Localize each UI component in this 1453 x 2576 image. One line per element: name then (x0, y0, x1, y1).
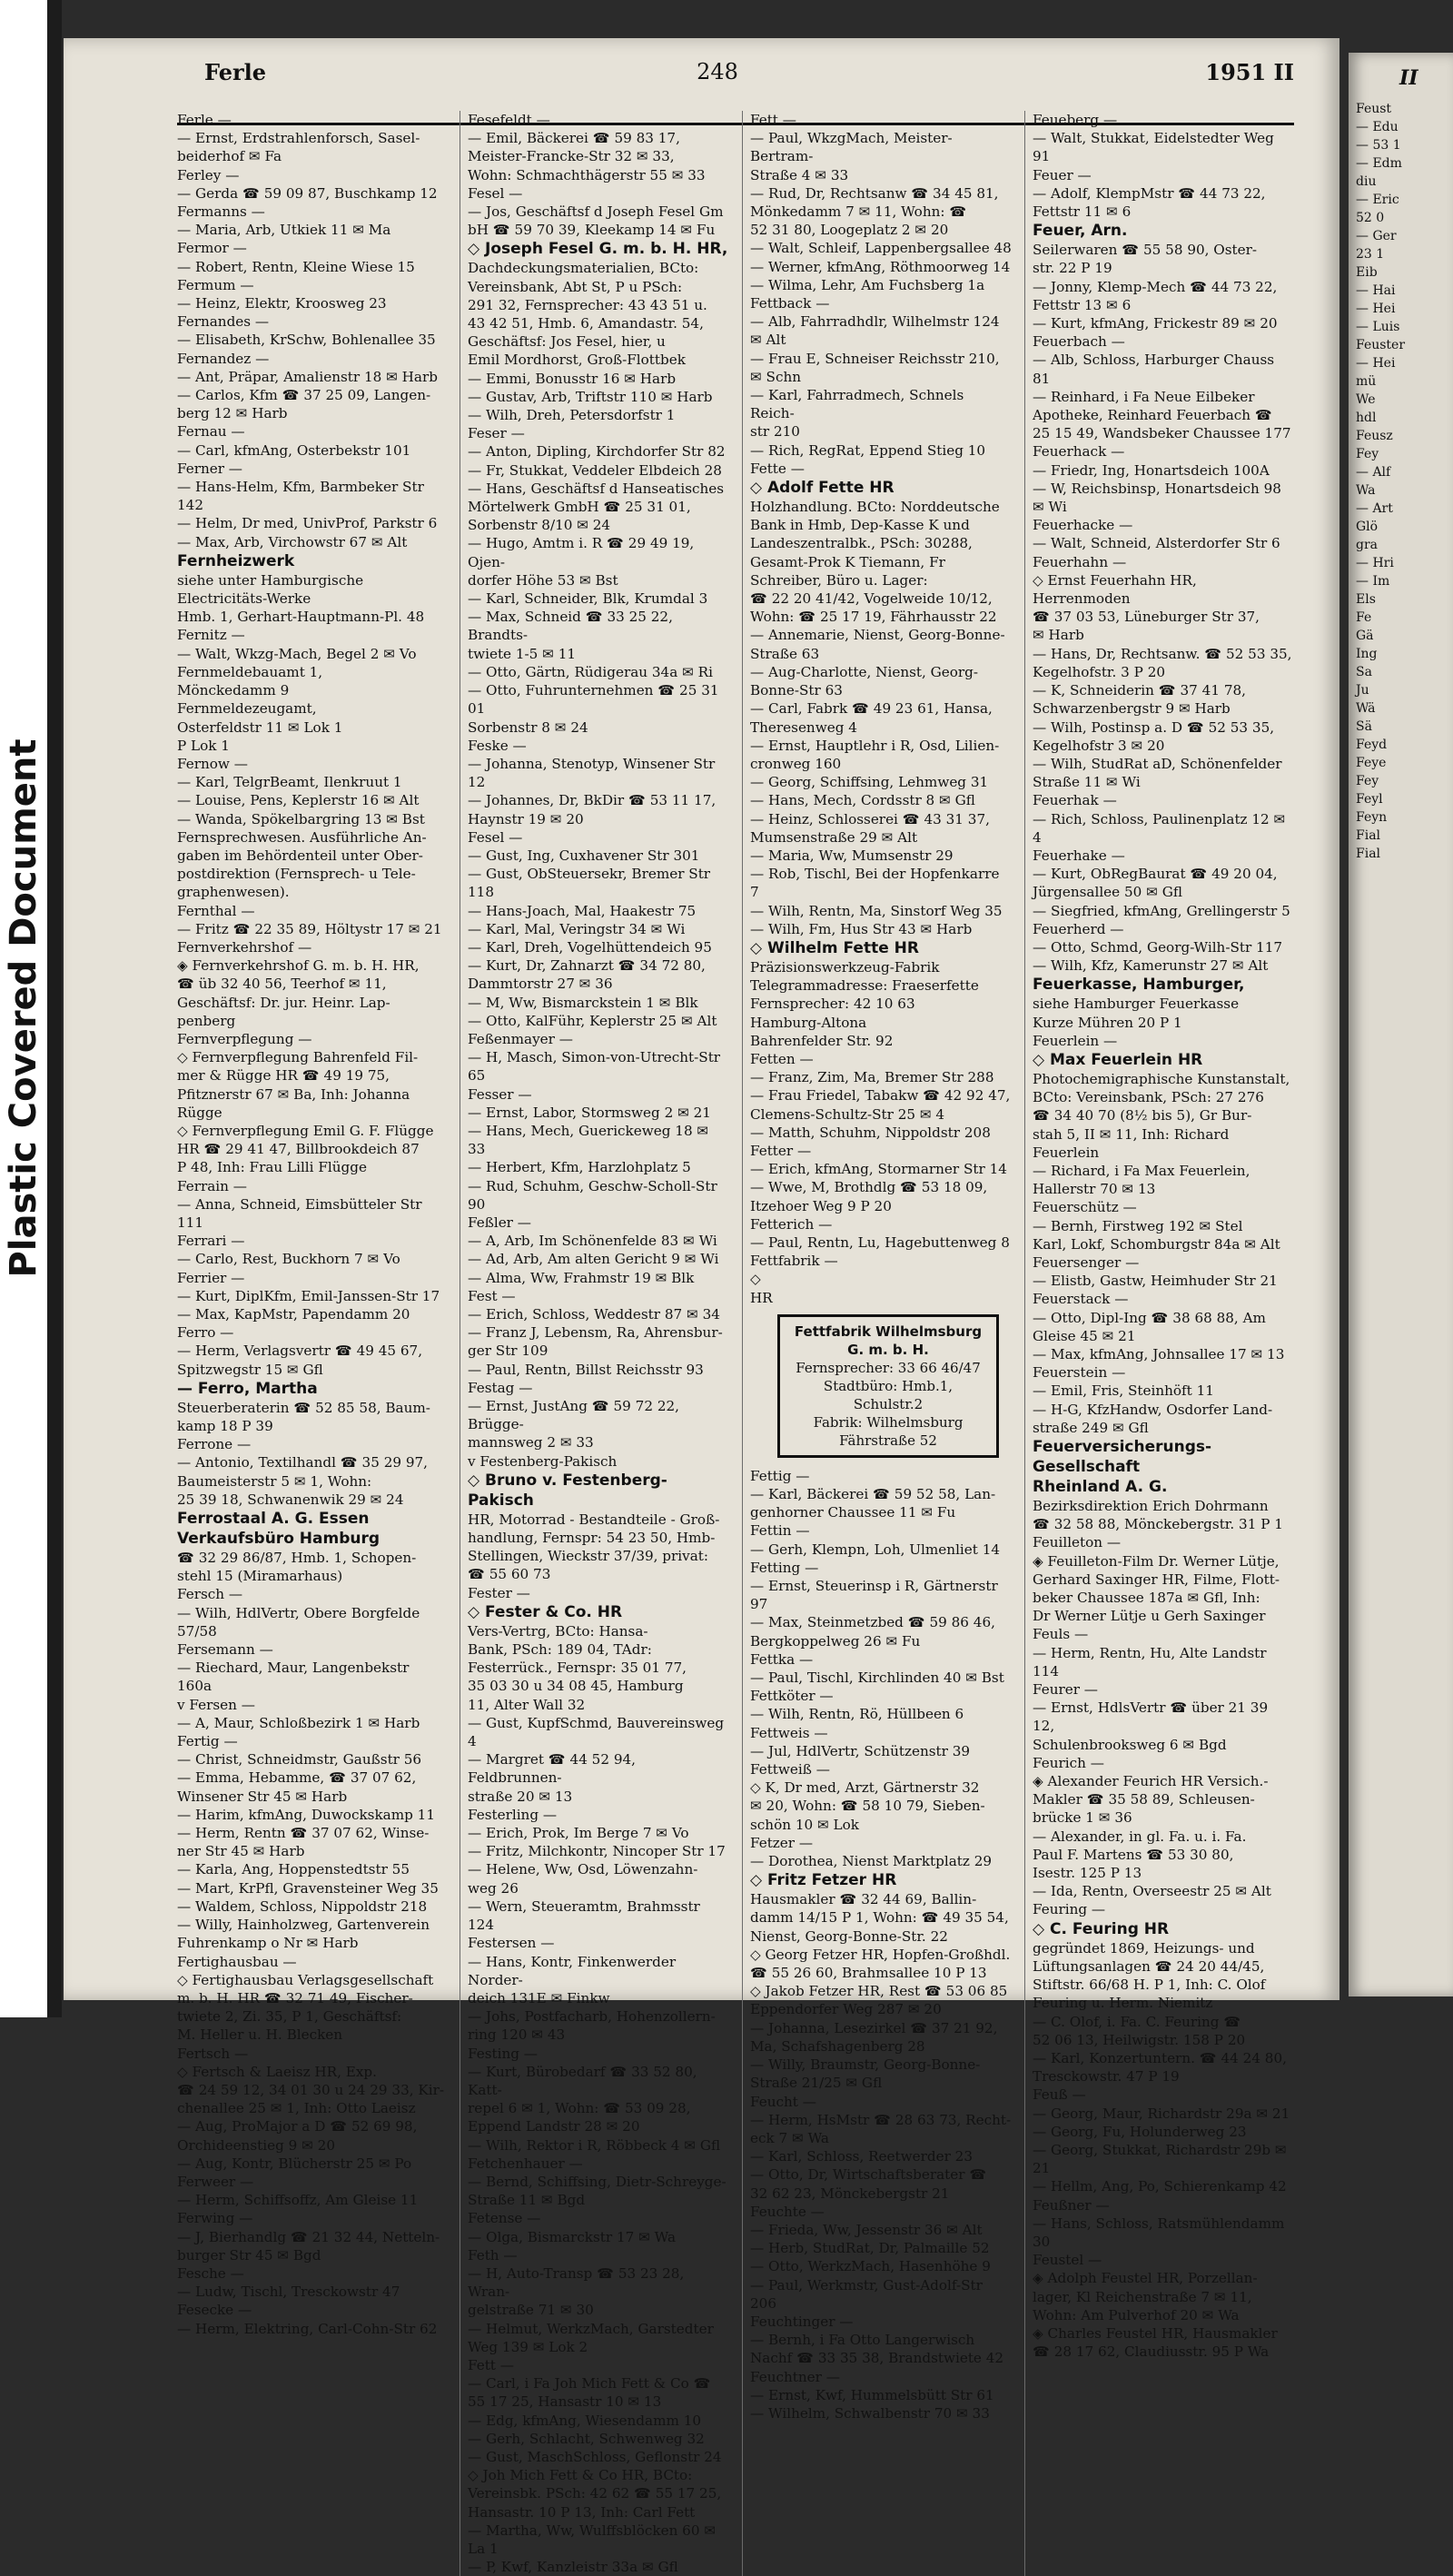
next-page-line: Sa (1356, 665, 1372, 679)
directory-entry: Fettköter — — Wilh, Rentn, Rö, Hüllbeen 6 (750, 1688, 964, 1723)
directory-entry: Fernthal — — Fritz ☎ 22 35 89, Höltystr 17 ✉ 21 (177, 902, 442, 937)
directory-entry: Ferner — — Hans-Helm, Kfm, Barmbeker Str 142 — Helm, Dr med, UnivProf, Parkstr 6 — Max, Arb, Virchowstr 67 ✉ Alt (177, 460, 438, 550)
next-page-line: Feyd (1356, 738, 1388, 752)
next-page-line: diu (1356, 174, 1377, 189)
directory-entry: Feuerhacke — — Walt, Schneid, Alsterdorfer Str 6 (1033, 517, 1280, 552)
next-page-line: — Eric (1356, 193, 1399, 207)
directory-entry: Fernsprechwesen. Ausführliche An- gaben im Behördenteil unter Ober- postdirektion (Fernsprech- u Tele- graphenwesen). (177, 828, 427, 901)
highlighted-listing: ◇ Adolf Fette HR (750, 479, 895, 498)
next-page-line: — Hei (1356, 302, 1396, 316)
directory-entry: Ferwing — — J, Bierhandlg ☎ 21 32 44, Netteln- burger Str 45 ✉ Bgd (177, 2210, 440, 2264)
directory-entry: Ferro — — Herm, Verlagsvertr ☎ 49 45 67, Spitzwegstr 15 ✉ Gfl (177, 1324, 423, 1378)
next-page-line: — Luis (1356, 320, 1400, 334)
next-page-line: — Edm (1356, 156, 1402, 171)
directory-entry: Dachdeckungsmaterialien, BCto: Vereinsbank, Abt St, P u PSch: 291 32, Fernsprecher: 43 43 51 u. 43 42 51, Hmb. 6, Amandastr. 54, Geschäftsf: Jos Fesel, hier, u Emil Mordhorst, Groß-Flottbek — Emmi, Bonusstr 16 ✉ Harb — Gustav, Arb, Triftstr 110 ✉ Harb — Wilh, Dreh, Petersdorfstr 1 (468, 260, 713, 424)
highlighted-listing: Fernheizwerk (177, 551, 295, 570)
next-page-line: Els (1356, 592, 1376, 607)
directory-entry: Feuerstack — — Otto, Dipl-Ing ☎ 38 68 88, Am Gleise 45 ✉ 21 — Max, kfmAng, Johnsallee 17 ✉ 13 (1033, 1291, 1285, 1362)
directory-entry: Festing — — Kurt, Bürobedarf ☎ 33 52 80, Katt- repel 6 ✉ 1, Wohn: ☎ 53 09 28, Eppend Landstr 28 ✉ 20 — Wilh, Rektor i R, Röbbeck 4 ✉ Gfl (468, 2045, 721, 2154)
directory-entry: Fettin — — Gerh, Klempn, Loh, Ulmenliet 14 (750, 1522, 1001, 1558)
next-page-line: Fey (1356, 447, 1379, 461)
directory-entry: Feuerhack — — Friedr, Ing, Honartsdeich 100A — W, Reichsbinsp, Honartsdeich 98 ✉ Wi (1033, 443, 1281, 516)
next-page-line: Feuster (1356, 338, 1406, 352)
next-page-line: Gä (1356, 629, 1374, 643)
directory-entry: Feuchtinger — — Bernh, i Fa Otto Langerwisch Nachf ☎ 33 35 38, Brandstwiete 42 (750, 2313, 1004, 2367)
directory-entry: Fetzer — — Dorothea, Nienst Marktplatz 29 (750, 1834, 993, 1870)
directory-entry: Fetter — — Erich, kfmAng, Stormarner Str 14 — Wwe, M, Brothdlg ☎ 53 18 09, Itzehoer Weg 9 P 20 (750, 1142, 1007, 1214)
sidebar-label-text: Plastic Covered Document (3, 738, 44, 1278)
directory-entry: Ferweer — — Herm, Schiffsoffz, Am Gleise 11 (177, 2173, 419, 2209)
highlighted-listing: ◇ Joseph Fesel G. m. b. H. HR, (468, 240, 728, 259)
directory-entry: Fetting — — Ernst, Steuerinsp i R, Gärtnerstr 97 — Max, Steinmetzbed ☎ 59 86 46, Bergkoppelweg 26 ✉ Fu (750, 1559, 998, 1650)
directory-entry: Fettfabrik — ◇ HR (750, 1253, 838, 1306)
directory-entry: Festersen — — Hans, Kontr, Finkenwerder Norder- deich 131E ✉ Finkw — Johs, Postfacharb, Hohenzollern- ring 120 ✉ 43 (468, 1935, 716, 2044)
directory-entry: Steuerberaterin ☎ 52 85 58, Baum- kamp 18 P 39 (177, 1399, 430, 1435)
directory-entry: Fernverpflegung — ◇ Fernverpflegung Bahrenfeld Fil- mer & Rügge HR ☎ 49 19 75, Pfitznerstr 67 ✉ Ba, Inh: Johanna Rügge ◇ Fernverpflegung Emil G. F. Flügge HR ☎ 29 41 47, Billbrookdeich 87 P 48, Inh: Frau Lilli Flügge (177, 1030, 434, 1176)
directory-entry: Feurer — — Ernst, HdlsVertr ☎ über 21 39 12, Schulenbrooksweg 6 ✉ Bgd (1033, 1681, 1269, 1753)
directory-entry: Feurich — ◈ Alexander Feurich HR Versich.- Makler ☎ 35 58 89, Schleusen- brücke 1 ✉ 36 — Alexander, in gl. Fa. u. i. Fa. Paul F. Martens ☎ 53 30 80, Isestr. 125 P 13 — Ida, Rentn, Overseestr 25 ✉ Alt (1033, 1754, 1271, 1900)
directory-entry: Ferrain — — Anna, Schneid, Eimsbütteler Str 111 (177, 1177, 422, 1231)
next-page-line: hdl (1356, 411, 1377, 425)
next-page-line: Feyn (1356, 810, 1388, 825)
directory-entry: Feueberg — — Walt, Stukkat, Eidelstedter Weg 91 (1033, 112, 1274, 165)
header-left-word: Ferle (204, 59, 267, 85)
directory-entry: Fernau — — Carl, kfmAng, Osterbekstr 101 (177, 423, 411, 459)
directory-entry: siehe Hamburger Feuerkasse Kurze Mühren 20 P 1 (1033, 996, 1240, 1031)
column-1 (177, 111, 447, 2576)
directory-entry: Fesel — — Jos, Geschäftsf d Joseph Fesel Gm bH ☎ 59 70 39, Kleekamp 14 ✉ Fu (468, 184, 724, 239)
highlighted-listing: Ferrostaal A. G. Essen Verkaufsbüro Hamburg (177, 1510, 381, 1549)
directory-entry: Fertighausbau — ◇ Fertighausbau Verlagsgesellschaft m. b. H. HR ☎ 32 71 49, Fischer- twiete 2, Zi. 35, P 1, Geschäftsf: M. Heller u. H. Blecken (177, 1953, 434, 2044)
directory-entry: Festag — — Ernst, JustAng ☎ 59 72 22, Brügge- mannsweg 2 ✉ 33 (468, 1379, 679, 1451)
directory-entry: Fesefeldt — — Emil, Bäckerei ☎ 59 83 17, Meister-Francke-Str 32 ✉ 33, Wohn: Schmachthägerstr 55 ✉ 33 (468, 112, 706, 183)
next-page-line: Glö (1356, 520, 1379, 534)
column-2 (460, 111, 729, 2576)
next-page-line: Wä (1356, 701, 1376, 716)
directory-entry: Feuchte — — Frieda, Ww, Jessenstr 36 ✉ Alt — Herb, StudRat, Dr, Palmaille 52 — Otto, WerkzMach, Hasenhöhe 9 — Paul, Werkmstr, Gust-Adolf-Str 206 (750, 2203, 991, 2312)
directory-entry: Fettka — — Paul, Tischl, Kirchlinden 40 ✉ Bst (750, 1650, 1004, 1687)
next-page-line: We (1356, 392, 1376, 407)
directory-entry: Feuerherd — — Otto, Schmd, Georg-Wilh-Str 117 — Wilh, Kfz, Kamerunstr 27 ✉ Alt (1033, 920, 1283, 975)
next-page-line: Fial (1356, 828, 1381, 843)
directory-entry: Ferrier — — Kurt, DiplKfm, Emil-Janssen-Str 17 — Max, KapMstr, Papendamm 20 (177, 1269, 440, 1323)
directory-entry: siehe unter Hamburgische Electricitäts-Werke Hmb. 1, Gerhart-Hauptmann-Pl. 48 (177, 571, 425, 626)
directory-entry: Feucht — — Herm, HsMstr ☎ 28 63 73, Recht- eck 7 ✉ Wa — Karl, Schloss, Reetwerder 23 — Otto, Dr, Wirtschaftsberater ☎ 32 62 23, Mönckebergstr 21 (750, 2093, 1012, 2202)
next-page-line: Ju (1356, 683, 1369, 698)
next-page-line: mü (1356, 374, 1377, 389)
next-page-line: — Hei (1356, 356, 1396, 371)
directory-entry: Fesecke — — Herm, Elektring, Carl-Cohn-Str 62 (177, 2302, 438, 2337)
next-page-edge (1349, 53, 1453, 1996)
directory-entry: Feske — — Johanna, Stenotyp, Winsener Str 12 — Johannes, Dr, BkDir ☎ 53 11 17, Haynstr 19 ✉ 20 (468, 737, 717, 827)
next-page-line: — Alf (1356, 465, 1391, 480)
highlighted-listing: Feuerkasse, Hamburger, (1033, 976, 1245, 995)
next-page-line: Fial (1356, 847, 1381, 861)
highlighted-listing: Feuerversicherungs- Gesellschaft Rheinland A. G. (1033, 1438, 1212, 1497)
directory-entry: Feuerlein — (1033, 1032, 1118, 1049)
highlighted-listing: ◇ Fritz Fetzer HR (750, 1871, 897, 1890)
directory-entry: Feuilleton — ◈ Feuilleton-Film Dr. Werner Lütje, Gerhard Saxinger HR, Filme, Flott- beker Chaussee 187a ✉ Gfl, Inh: Dr Werner Lütje u Gerh Saxinger (1033, 1534, 1280, 1625)
directory-entry: Feuerhake — — Kurt, ObRegBaurat ☎ 49 20 04, Jürgensallee 50 ✉ Gfl — Siegfried, kfmAng, Grellingerstr 5 (1033, 847, 1290, 919)
directory-entry: Fest — — Erich, Schloss, Weddestr 87 ✉ 34 — Franz J, Lebensm, Ra, Ahrensbur- ger Str 109 — Paul, Rentn, Billst Reichsstr 93 (468, 1287, 723, 1378)
next-page-line: Ing (1356, 647, 1378, 661)
directory-entry: Ferrari — — Carlo, Rest, Buckhorn 7 ✉ Vo (177, 1233, 400, 1268)
next-page-header: II (1399, 66, 1418, 90)
directory-entry: Bezirksdirektion Erich Dohrmann ☎ 32 58 88, Mönckebergstr. 31 P 1 (1033, 1498, 1283, 1533)
directory-entry: v Fersen — — A, Maur, Schloßbezirk 1 ✉ Harb (177, 1696, 420, 1731)
directory-entry: Fernverkehrshof — ◈ Fernverkehrshof G. m. b. H. HR, ☎ üb 32 40 56, Teerhof ✉ 11, Geschäftsf: Dr. jur. Heinr. Lap- penberg (177, 938, 420, 1029)
next-page-line: — Ger (1356, 229, 1397, 243)
highlighted-listing: ◇ Wilhelm Fette HR (750, 938, 919, 957)
sidebar-label (3, 738, 44, 1278)
directory-entry: Fesser — — Ernst, Labor, Stormsweg 2 ✉ 21 — Hans, Mech, Guerickeweg 18 ✉ 33 — Herbert, Kfm, Harzlohplatz 5 — Rud, Schuhm, Geschw-Scholl-Str 90 (468, 1085, 717, 1213)
directory-entry: Fettweiß — ◇ K, Dr med, Arzt, Gärtnerstr 32 ✉ 20, Wohn: ☎ 58 10 79, Sieben- schön 10 ✉ Lok (750, 1761, 985, 1833)
directory-entry: Fermum — — Heinz, Elektr, Kroosweg 23 (177, 276, 387, 312)
column-4 (1024, 111, 1294, 2576)
directory-entry: Feuß — — Georg, Maur, Richardstr 29a ✉ 21 — Georg, Fu, Holunderweg 23 — Georg, Stukkat, Richardstr 29b ✉ 21 — Hellm, Ang, Po, Schierenkamp 42 (1033, 2086, 1290, 2195)
directory-entry: Feser — — Anton, Dipling, Kirchdorfer Str 82 — Fr, Stukkat, Veddeler Elbdeich 28 — Hans, Geschäftsf d Hanseatisches Mörtelwerk GmbH ☎ 25 31 01, Sorbenstr 8/10 ✉ 24 — Hugo, Amtm i. R ☎ 29 49 19, Ojen- dorfer Höhe 53 ✉ Bst — Karl, Schneider, Blk, Krumdal 3 — Max, Schneid ☎ 33 25 22, Brandts- twiete 1-5 ✉ 11 — Otto, Gärtn, Rüdigerau 34a ✉ Ri — Otto, Fuhrunternehmen ☎ 25 31 01 Sorbenstr 8 ✉ 24 (468, 425, 726, 736)
directory-entry: Photochemigraphische Kunstanstalt, BCto: Vereinsbank, PSch: 27 276 ☎ 34 40 70 (8½ bis 5), Gr Bur- stah 5, II ✉ 11, Inh: Richard Feuerlein — Richard, i Fa Max Feuerlein, Hallerstr 70 ✉ 13 (1033, 1070, 1290, 1198)
advertisement-title: Fettfabrik Wilhelmsburg G. m. b. H. (794, 1323, 983, 1358)
next-page-line: Fe (1356, 610, 1372, 625)
highlighted-listing: ◇ Fester & Co. HR (468, 1602, 623, 1621)
next-page-line: — Hai (1356, 283, 1396, 298)
directory-entry: Fesel — — Gust, Ing, Cuxhavener Str 301 — Gust, ObSteuersekr, Bremer Str 118 — Hans-Joach, Mal, Haakestr 75 — Karl, Mal, Veringstr 34 ✉ Wi — Karl, Dreh, Vogelhüttendeich 95 — Kurt, Dr, Zahnarzt ☎ 34 72 80, Dammtorstr 27 ✉ 36 — M, Ww, Bismarckstein 1 ✉ Blk — Otto, KalFühr, Keplerstr 25 ✉ Alt (468, 828, 717, 1029)
next-page-line: Sä (1356, 719, 1372, 734)
directory-entry: Feuerhak — — Rich, Schloss, Paulinenplatz 12 ✉ 4 (1033, 792, 1286, 846)
directory-entry: Hausmakler ☎ 32 44 69, Ballin- damm 14/15 P 1, Wohn: ☎ 49 35 54, Nienst, Georg-Bonne-Str. 22 ◇ Georg Fetzer HR, Hopfen-Großhdl. ☎ 55 26 60, Brahmsallee 10 P 13 ◇ Jakob Fetzer HR, Rest ☎ 53 06 85 Eppendorfer Weg 287 ✉ 20 — Johanna, Lesezirkel ☎ 37 21 92, Ma, Schafshagenberg 28 — Willy, Braumstr, Georg-Bonne- Straße 21/25 ✉ Gfl (750, 1891, 1011, 2092)
directory-entry: Fermor — — Robert, Rentn, Kleine Wiese 15 (177, 240, 415, 275)
next-page-line: — Hri (1356, 556, 1394, 570)
directory-entry: Feuring — (1033, 1901, 1106, 1918)
directory-entry: Feuls — — Herm, Rentn, Hu, Alte Landstr 114 (1033, 1626, 1267, 1679)
directory-entry: v Festenberg-Pakisch (468, 1452, 618, 1470)
directory-entry: Feuer — — Adolf, KlempMstr ☎ 44 73 22, Fettstr 11 ✉ 6 (1033, 166, 1266, 221)
directory-entry: Ferley — — Gerda ☎ 59 09 87, Buschkamp 12 (177, 166, 438, 202)
directory-entry: Fetterich — — Paul, Rentn, Lu, Hagebuttenweg 8 (750, 1215, 1010, 1251)
directory-entry: Ferrone — — Antonio, Textilhandl ☎ 35 29 97, Baumeisterstr 5 ✉ 1, Wohn: 25 39 18, Schwanenwik 29 ✉ 24 (177, 1436, 428, 1508)
directory-entry: Festerling — — Erich, Prok, Im Berge 7 ✉ Vo — Fritz, Milchkontr, Nincoper Str 17 — Helene, Ww, Osd, Löwenzahn- weg 26 — Wern, Steueramtm, Brahmsstr 124 (468, 1806, 726, 1934)
directory-entry: Feuerschütz — — Bernh, Firstweg 192 ✉ Stel Karl, Lokf, Schomburgstr 84a ✉ Alt (1033, 1199, 1280, 1253)
directory-entry: Ferle — — Ernst, Erdstrahlenforsch, Sasel- beiderhof ✉ Fa (177, 112, 420, 165)
directory-entry: Fermanns — — Maria, Arb, Utkiek 11 ✉ Ma (177, 203, 391, 239)
next-page-line: — 53 1 (1356, 138, 1401, 153)
directory-entry: ☎ 32 29 86/87, Hmb. 1, Schopen- stehl 15 (Miramarhaus) (177, 1550, 417, 1585)
directory-entry: Feußner — — Hans, Schloss, Ratsmühlendamm 30 (1033, 2196, 1285, 2250)
directory-entry: Fertig — — Christ, Schneidmstr, Gaußstr 56 — Emma, Hebamme, ☎ 37 07 62, Winsener Str 45 ✉ Harb — Harim, kfmAng, Duwockskamp 11 — Herm, Rentn ☎ 37 07 62, Winse- ner Str 45 ✉ Harb — Karla, Ang, Hoppenstedtstr 55 — Mart, KrPfl, Gravensteiner Weg 35 — Waldem, Schloss, Nippoldstr 218 — Willy, Hainholzweg, Gartenverein Fuhrenkamp o Nr ✉ Harb (177, 1733, 439, 1952)
directory-entry: Fette — (750, 460, 805, 477)
next-page-line: Feust (1356, 102, 1392, 116)
directory-entry: Fernmeldebauamt 1, Mönckedamm 9 (177, 663, 323, 699)
advertisement-text: Fernsprecher: 33 66 46/47 Stadtbüro: Hmb.1, Schulstr.2 Fabrik: Wilhelmsburg Fährstraße 52 (796, 1359, 981, 1449)
directory-entry: HR, Motorrad - Bestandteile - Groß- handlung, Fernspr: 54 23 50, Hmb- Stellingen, Wieckstr 37/39, privat: ☎ 55 60 73 (468, 1511, 720, 1583)
next-page-line: Feusz (1356, 429, 1393, 443)
directory-entry: Feuersenger — — Elistb, Gastw, Heimhuder Str 21 (1033, 1253, 1278, 1290)
directory-entry: Fetense — — Olga, Bismarckstr 17 ✉ Wa (468, 2210, 677, 2245)
directory-entry: Fersch — — Wilh, HdlVertr, Obere Borgfelde 57/58 (177, 1586, 420, 1640)
directory-entry: Vers-Vertrg, BCto: Hansa- Bank, PSch: 189 04, TAdr: Festerrück., Fernspr: 35 01 77, 35 03 30 u 34 08 45, Hamburg 11, Alter Wall 32 — Gust, KupfSchmd, Bauvereinsweg 4 — Margret ☎ 44 52 94, Feldbrunnen- straße 20 ✉ 13 (468, 1622, 725, 1805)
next-page-lines (1356, 100, 1453, 863)
next-page-line: gra (1356, 538, 1379, 552)
column-3 (742, 111, 1012, 2576)
highlighted-listing: ◇ C. Feuring HR (1033, 1919, 1170, 1938)
next-page-line: Feye (1356, 756, 1387, 770)
advertisement-box (777, 1314, 999, 1458)
directory-entry: Holzhandlung. BCto: Norddeutsche Bank in Hmb, Dep-Kasse K und Landeszentralbk., PSch: 30288, Gesamt-Prok K Tiemann, Fr Schreiber, Büro u. Lager: ☎ 22 20 41/42, Vogelweide 10/12, Wohn: ☎ 25 17 19, Fährhausstr 22 — Annemarie, Nienst, Georg-Bonne- Straße 63 — Aug-Charlotte, Nienst, Georg- Bonne-Str 63 — Carl, Fabrk ☎ 49 23 61, Hansa, Theresenweg 4 — Ernst, Hauptlehr i R, Osd, Lilien- cronweg 160 — Georg, Schiffsing, Lehmweg 31 — Hans, Mech, Cordsstr 8 ✉ Gfl — Heinz, Schlosserei ☎ 43 31 37, Mumsenstraße 29 ✉ Alt — Maria, Ww, Mumsenstr 29 — Rob, Tischl, Bei der Hopfenkarre 7 — Wilh, Rentn, Ma, Sinstorf Weg 35 — Wilh, Fm, Hus Str 43 ✉ Harb (750, 499, 1005, 937)
highlighted-listing: — Ferro, Martha (177, 1379, 318, 1398)
next-page-line: 23 1 (1356, 247, 1385, 262)
directory-entry: Fett — — Carl, i Fa Joh Mich Fett & Co ☎ 55 17 25, Hansastr 10 ✉ 13 — Edg, kfmAng, Wiesendamm 10 — Gerh, Schlacht, Schwenweg 32 — Gust, MaschSchloss, Geflonstr 24 ◇ Joh Mich Fett & Co HR, BCto: Vereinsbk. PSch: 42 62 ☎ 55 17 25, Hansastr. 10 P 13, Inh: Carl Fett — Martha, Ww, Wulffsblöcken 60 ✉ La 1 — P, Kwf, Kanzleistr 33a ✉ Gfl (468, 2356, 722, 2576)
header-year: 1951 II (1205, 59, 1294, 85)
next-page-line: Fey (1356, 774, 1379, 788)
directory-entry: Fettback — — Alb, Fahrradhdlr, Wilhelmstr 124 ✉ Alt — Frau E, Schneiser Reichsstr 210, ✉ Schn — Karl, Fahrradmech, Schnels Reich- str 210 — Rich, RegRat, Eppend Stieg 10 (750, 295, 1000, 459)
directory-entry: Präzisionswerkzeug-Fabrik Telegrammadresse: Fraeserfette Fernsprecher: 42 10 63 Hamburg-Altona Bahrenfelder Str. 92 (750, 958, 979, 1049)
next-page-line: Feyl (1356, 792, 1383, 807)
next-page-line: — Art (1356, 501, 1393, 516)
directory-entry: Fesche — — Ludw, Tischl, Tresckowstr 47 (177, 2264, 400, 2301)
highlighted-listing: Feuer, Arn. (1033, 222, 1128, 241)
directory-entry: Fernandez — — Ant, Präpar, Amalienstr 18 ✉ Harb — Carlos, Kfm ☎ 37 25 09, Langen- berg 12 ✉ Harb (177, 350, 438, 422)
next-page-line: Eib (1356, 265, 1378, 280)
next-page-line: 52 0 (1356, 211, 1385, 225)
directory-entry: Feustel — ◈ Adolph Feustel HR, Porzellan- lager, Kl Reichenstraße 7 ✉ 11, Wohn: Am Pulverhof 20 ✉ Wa ◈ Charles Feustel HR, Hausmakler ☎ 28 17 62, Claudiusstr. 95 P Wa (1033, 2252, 1278, 2361)
directory-entry: Feßenmayer — — H, Masch, Simon-von-Utrecht-Str 65 (468, 1030, 721, 1085)
directory-columns (177, 111, 1294, 2576)
directory-entry: Fernow — — Karl, TelgrBeamt, Ilenkruut 1 — Louise, Pens, Keplerstr 16 ✉ Alt — Wanda, Spökelbargring 13 ✉ Bst (177, 755, 425, 827)
directory-entry: Fersemann — — Riechard, Maur, Langenbekstr 160a (177, 1641, 410, 1695)
directory-entry: Feuerhahn — ◇ Ernst Feuerhahn HR, Herrenmoden ☎ 37 03 53, Lüneburger Str 37, ✉ Harb — Hans, Dr, Rechtsanw. ☎ 52 53 35, Kegelhofstr. 3 P 20 — K, Schneiderin ☎ 37 41 78, Schwarzenbergstr 9 ✉ Harb — Wilh, Postinsp a. D ☎ 52 53 35, Kegelhofstr 3 ✉ 20 — Wilh, StudRat aD, Schönenfelder Straße 11 ✉ Wi (1033, 553, 1292, 791)
directory-entry: Feuerbach — — Alb, Schloss, Harburger Chauss 81 — Reinhard, i Fa Neue Eilbeker Apotheke, Reinhard Feuerbach ☎ 25 15 49, Wandsbeker Chaussee 177 (1033, 333, 1291, 442)
next-page-line: — Im (1356, 574, 1390, 589)
directory-entry: Fertsch — ◇ Fertsch & Laeisz HR, Exp. ☎ 24 59 12, 34 01 30 u 24 29 33, Kir- chenallee 25 ✉ 1, Inh: Otto Laeisz — Aug, ProMajor a D ☎ 52 69 98, Orchideenstieg 9 ✉ 20 — Aug, Kontr, Blücherstr 25 ✉ Po (177, 2045, 444, 2172)
directory-entry: Feuchtner — — Ernst, Kwf, Hummelsbütt Str 61 — Wilhelm, Schwalbenstr 70 ✉ 33 (750, 2368, 994, 2422)
highlighted-listing: ◇ Max Feuerlein HR (1033, 1050, 1203, 1069)
next-page-line: — Edu (1356, 120, 1399, 134)
directory-entry: Seilerwaren ☎ 55 58 90, Oster- str. 22 P 19 — Jonny, Klemp-Mech ☎ 44 73 22, Fettstr 13 ✉ 6 — Kurt, kfmAng, Frickestr 89 ✉ 20 (1033, 242, 1278, 332)
directory-entry: Fernitz — — Walt, Wkzg-Mach, Begel 2 ✉ Vo (177, 627, 417, 662)
directory-entry: gegründet 1869, Heizungs- und Lüftungsanlagen ☎ 24 20 44/45, Stiftstr. 66/68 H. P 1, Inh: C. Olof Feuring u. Herm. Niemitz — C. Olof, i. Fa. C. Feuring ☎ 52 06 13, Heilwigstr. 158 P 20 — Karl, Konzertuntern. ☎ 44 24 80, Tresckowstr. 47 P 19 (1033, 1939, 1287, 2086)
highlighted-listing: ◇ Bruno v. Festenberg-Pakisch (468, 1471, 667, 1510)
page-number: 248 (697, 59, 738, 84)
directory-entry: Fernmeldezeugamt, Osterfeldstr 11 ✉ Lok 1 P Lok 1 (177, 700, 343, 754)
directory-entry: Fester — (468, 1584, 530, 1601)
directory-entry: Fettweis — — Jul, HdlVertr, Schützenstr 39 (750, 1724, 971, 1759)
directory-entry: Fett — — Paul, WkzgMach, Meister-Bertram- Straße 4 ✉ 33 — Rud, Dr, Rechtsanw ☎ 34 45 81, Mönkedamm 7 ✉ 11, Wohn: ☎ 52 31 80, Loogeplatz 2 ✉ 20 — Walt, Schleif, Lappenbergsallee 48 — Werner, kfmAng, Röthmoorweg 14 — Wilma, Lehr, Am Fuchsberg 1a (750, 112, 1012, 293)
directory-entry: Fettig — — Karl, Bäckerei ☎ 59 52 58, Lan- genhorner Chaussee 11 ✉ Fu (750, 1467, 996, 1521)
directory-entry: Fernandes — — Elisabeth, KrSchw, Bohlenallee 35 (177, 313, 436, 349)
directory-entry: Fetten — — Franz, Zim, Ma, Bremer Str 288 — Frau Friedel, Tabakw ☎ 42 92 47, Clemens-Schultz-Str 25 ✉ 4 — Matth, Schuhm, Nippoldstr 208 (750, 1050, 1011, 1141)
directory-entry: Feth — — H, Auto-Transp ☎ 53 23 28, Wran- gelstraße 71 ✉ 30 — Helmut, WerkzMach, Garstedter Weg 139 ✉ Lok 2 (468, 2246, 714, 2355)
directory-entry: Feßler — — A, Arb, Im Schönenfelde 83 ✉ Wi — Ad, Arb, Am alten Gericht 9 ✉ Wi — Alma, Ww, Frahmstr 19 ✉ Blk (468, 1214, 719, 1286)
next-page-line: Wa (1356, 483, 1376, 498)
directory-entry: Feuerstein — — Emil, Fris, Steinhöft 11 — H-G, KfzHandw, Osdorfer Land- straße 249 ✉ Gfl (1033, 1364, 1273, 1436)
directory-entry: Fetchenhauer — — Bernd, Schiffsing, Dietr-Schreyge- Straße 11 ✉ Bgd (468, 2155, 726, 2209)
